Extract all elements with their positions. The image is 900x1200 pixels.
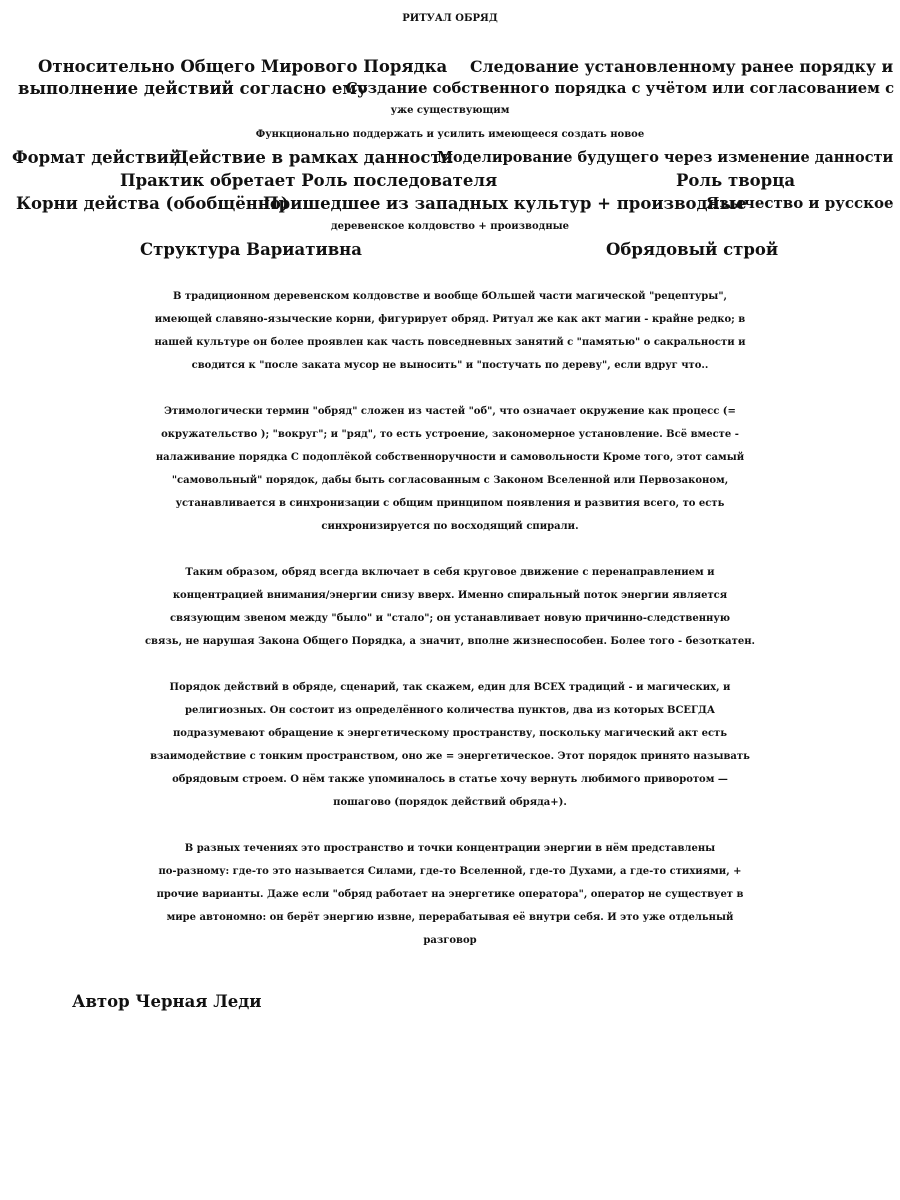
comparison-row1-right-cont2: уже существующим [390,105,510,116]
comparison-row6-left: Структура Вариативна [140,240,362,259]
comparison-row5-left: Пришедшее из западных культур + производные [263,194,747,213]
paragraph-1-line-4: сводится к "после заката мусор не выносить" и "постучать по дереву", если вдруг что.. [191,360,709,371]
comparison-row1-left-cont: выполнение действий согласно ему [18,79,368,98]
paragraph-3-line-3: связующим звеном между "было" и "стало"; он устанавливает новую причинно-следственную [169,613,731,624]
comparison-row3-label: Формат действий [12,148,182,167]
paragraph-5-line-2: по-разному: где-то это называется Силами, где-то Вселенной, где-то Духами, а где-то стихиями, + [158,866,742,877]
paragraph-4-line-4: взаимодействие с тонким пространством, оно же = энергетическое. Этот порядок принято называть [150,751,750,762]
paragraph-2-line-5: устанавливается в синхронизации с общим принципом появления и развития всего, то есть [175,498,725,509]
comparison-row3-left: Действие в рамках данности [174,148,453,167]
paragraph-4-line-2: религиозных. Он состоит из определённого количества пунктов, два из которых ВСЕГДА [185,705,715,716]
paragraph-3-line-4: связь, не нарушая Закона Общего Порядка, а значит, вполне жизнеспособен. Более того - безоткатен. [144,636,756,647]
paragraph-5-line-3: прочие варианты. Даже если "обряд работает на энергетике оператора", оператор не существует в [156,889,744,900]
comparison-row1-right: Следование установленному ранее порядку и [470,57,894,76]
paragraph-2-line-1: Этимологически термин "обряд" сложен из частей "об", что означает окружение как процесс (= [164,406,736,417]
paragraph-3-line-1: Таким образом, обряд всегда включает в себя круговое движение с перенаправлением и [185,567,715,578]
comparison-row4-right: Роль творца [676,171,796,190]
paragraph-4-line-6: пошагово (порядок действий обряда+). [333,797,567,808]
paragraph-4-line-1: Порядок действий в обряде, сценарий, так скажем, един для ВСЕХ традиций - и магических, и [169,682,731,693]
paragraph-3-line-2: концентрацией внимания/энергии снизу вверх. Именно спиральный поток энергии является [172,590,728,601]
paragraph-4-line-5: обрядовым строем. О нём также упоминалось в статье хочу вернуть любимого приворотом — [172,774,728,785]
comparison-row3-right: Моделирование будущего через изменение данности [437,149,894,166]
comparison-row5-right: Язычество и русское [706,194,894,212]
comparison-row4-label: Практик обретает Роль последователя [120,171,498,190]
paragraph-2-line-4: "самовольный" порядок, дабы быть согласованным с Законом Вселенной или Первозаконом, [171,475,729,486]
page-title: РИТУАЛ ОБРЯД [402,13,498,24]
paragraph-5-line-5: разговор [423,935,477,946]
comparison-row1-left: Относительно Общего Мирового Порядка [38,57,448,76]
comparison-row5-cont: деревенское колдовство + производные [330,221,570,232]
comparison-row6-right: Обрядовый строй [606,240,779,259]
comparison-row5-label: Корни действа (обобщённо) [16,194,289,213]
comparison-row1-right-cont: Создание собственного порядка с учётом или согласованием с [346,80,895,97]
paragraph-2-line-6: синхронизируется по восходящий спирали. [321,521,579,532]
comparison-row2: Функционально поддержать и усилить имеющееся создать новое [255,129,645,140]
paragraph-1-line-1: В традиционном деревенском колдовстве и вообще бОльшей части магической "рецептуры", [172,291,728,302]
paragraph-4-line-3: подразумевают обращение к энергетическому пространству, поскольку магический акт есть [172,728,728,739]
paragraph-5-line-1: В разных течениях это пространство и точки концентрации энергии в нём представлены [184,843,716,854]
paragraph-5-line-4: мире автономно: он берёт энергию извне, перерабатывая её внутри себя. И это уже отдельный [166,912,734,923]
paragraph-1-line-3: нашей культуре он более проявлен как часть повседневных занятий с "памятью" о сакральности и [154,337,746,348]
paragraph-1-line-2: имеющей славяно-языческие корни, фигурирует обряд. Ритуал же как акт магии - крайне редко; в [154,314,746,325]
author-signature: Автор Черная Леди [72,992,262,1011]
paragraph-2-line-2: окружательство ); "вокруг"; и "ряд", то есть устроение, закономерное установление. Всё вместе - [161,429,739,440]
paragraph-2-line-3: налаживание порядка С подоплёкой собственноручности и самовольности Кроме того, этот самый [155,452,745,463]
